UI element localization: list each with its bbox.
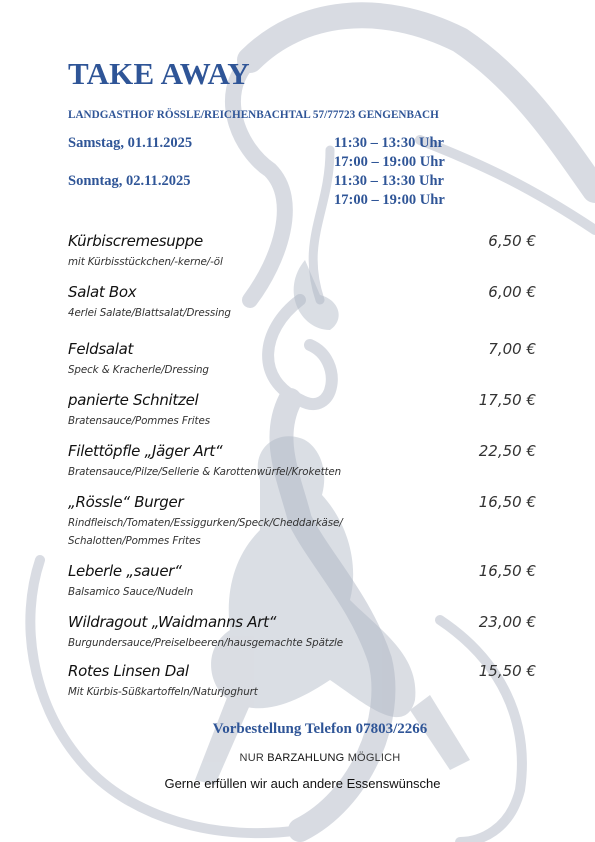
hours-row: [68, 191, 488, 210]
restaurant-address: LANDGASTHOF RÖSSLE/REICHENBACHTAL 57/77723 GENGENBACH: [68, 109, 439, 121]
menu-item: [68, 231, 536, 282]
menu-item-name: Leberle „sauer“: [68, 562, 182, 580]
opening-hours: [68, 134, 488, 210]
menu-item-description: Bratensauce/Pilze/Sellerie & Karottenwürfel/Kroketten: [68, 466, 342, 478]
menu-item-name: panierte Schnitzel: [68, 391, 199, 409]
menu-item-price: 6,50 €: [488, 232, 536, 250]
menu-item-description: Bratensauce/Pommes Frites: [68, 415, 210, 427]
payment-note: [0, 752, 595, 764]
hours-time: 17:00 – 19:00 Uhr: [334, 154, 445, 170]
preorder-phone: Vorbestellung Telefon 07803/2266: [212, 721, 428, 737]
menu-item-description-line: Rindfleisch/Tomaten/Essiggurken/Speck/Cheddarkäse/: [68, 517, 343, 529]
hours-day: Sonntag, 02.11.2025: [68, 173, 191, 189]
menu-item-name: Kürbiscremesuppe: [68, 232, 203, 250]
hours-row: [68, 172, 488, 191]
payment-note-suffix: MÖGLICH: [344, 752, 401, 764]
menu-item: [68, 339, 536, 390]
menu-item-price: 17,50 €: [478, 391, 536, 409]
menu-item-description: 4erlei Salate/Blattsalat/Dressing: [68, 307, 231, 319]
hours-row: [68, 134, 488, 153]
menu-item-name: Feldsalat: [68, 340, 134, 358]
menu-item-description: Burgundersauce/Preiselbeeren/hausgemachte Spätzle: [68, 637, 344, 649]
menu-item-price: 23,00 €: [478, 613, 536, 631]
menu-item-price: 22,50 €: [478, 442, 536, 460]
menu-list: [68, 231, 536, 701]
hours-time: 11:30 – 13:30 Uhr: [334, 135, 444, 151]
menu-item-price: 6,00 €: [488, 283, 536, 301]
hours-time: 11:30 – 13:30 Uhr: [334, 173, 444, 189]
menu-item-description: [68, 514, 536, 550]
menu-item: [68, 282, 536, 339]
menu-item-description: Balsamico Sauce/Nudeln: [68, 586, 194, 598]
menu-item-name: Wildragout „Waidmanns Art“: [68, 613, 277, 631]
menu-item-description: Speck & Kracherle/Dressing: [68, 364, 209, 376]
page-title: TAKE AWAY: [68, 56, 250, 91]
payment-note-emphasis: BARZAHLUNG: [267, 752, 345, 764]
menu-item-name: „Rössle“ Burger: [68, 493, 184, 511]
menu-item-name: Salat Box: [68, 283, 137, 301]
menu-item-price: 16,50 €: [478, 562, 536, 580]
menu-item-name: Filettöpfle „Jäger Art“: [68, 442, 223, 460]
menu-item-price: 7,00 €: [488, 340, 536, 358]
payment-note-prefix: NUR: [239, 752, 268, 764]
menu-item-description: Mit Kürbis-Süßkartoffeln/Naturjoghurt: [68, 686, 258, 698]
menu-item-price: 16,50 €: [478, 493, 536, 511]
hours-day: Samstag, 01.11.2025: [68, 135, 193, 151]
menu-item: [68, 561, 536, 612]
menu-item: [68, 612, 536, 661]
menu-item-name: Rotes Linsen Dal: [68, 662, 189, 680]
hours-time: 17:00 – 19:00 Uhr: [334, 192, 445, 208]
menu-item: [68, 390, 536, 441]
menu-item: [68, 661, 536, 701]
menu-item-description-line: Schalotten/Pommes Frites: [68, 535, 201, 547]
hours-row: [68, 153, 488, 172]
menu-item-description: mit Kürbisstückchen/-kerne/-öl: [68, 256, 223, 268]
menu-item-price: 15,50 €: [478, 662, 536, 680]
menu-item: [68, 441, 536, 492]
special-requests-note: Gerne erfüllen wir auch andere Essenswünsche: [164, 776, 441, 791]
menu-item: [68, 492, 536, 561]
